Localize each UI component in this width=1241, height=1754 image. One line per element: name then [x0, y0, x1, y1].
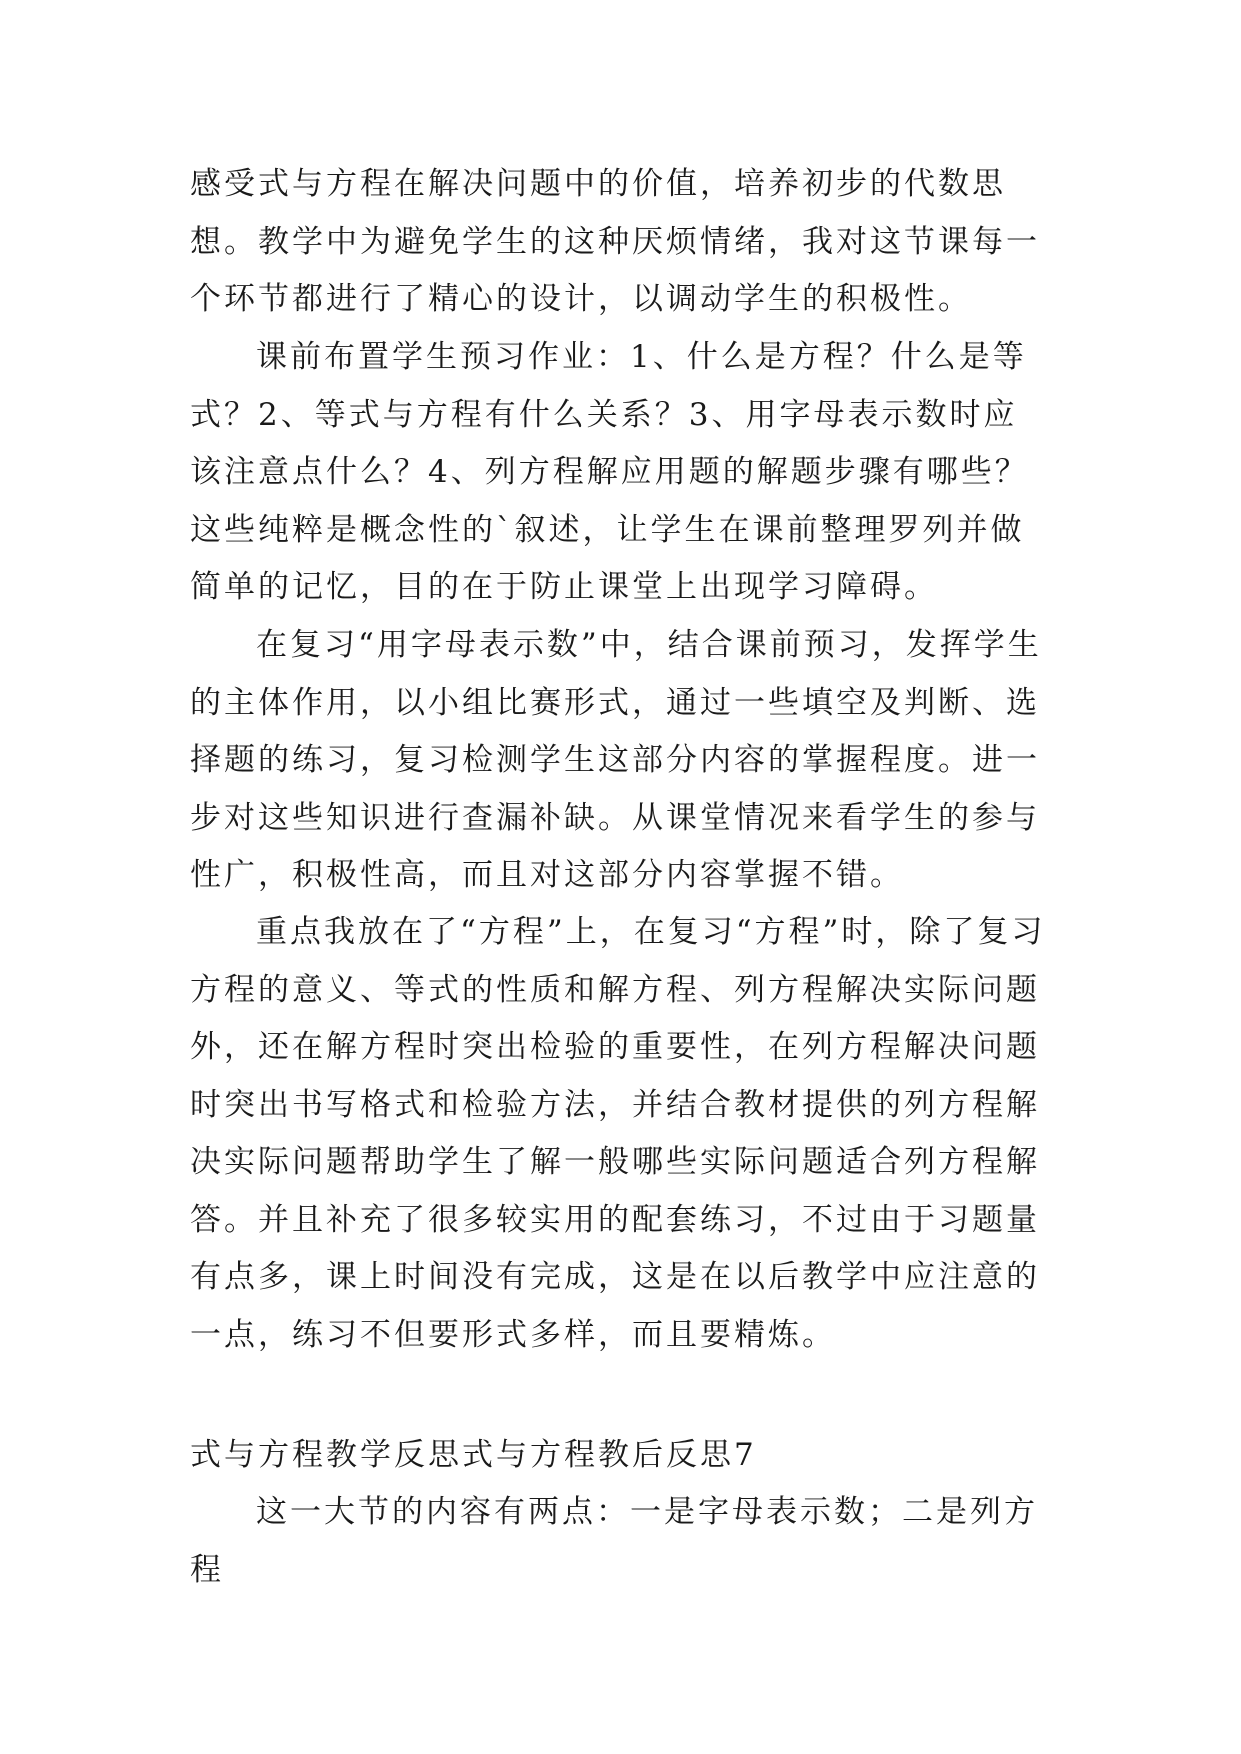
- paragraph-3: 在复习“用字母表示数”中，结合课前预习，发挥学生的主体作用，以小组比赛形式，通过一些填空及判断、选择题的练习，复习检测学生这部分内容的掌握程度。进一步对这些知识进行查漏补缺。从课堂情况来看学生的参与性广，积极性高，而且对这部分内容掌握不错。: [190, 627, 1042, 893]
- paragraph-2: 课前布置学生预习作业：1、什么是方程？什么是等式？2、等式与方程有什么关系？3、用字母表示数时应该注意点什么？4、列方程解应用题的解题步骤有哪些？这些纯粹是概念性的`叙述，让学生在课前整理罗列并做简单的记忆，目的在于防止课堂上出现学习障碍。: [190, 339, 1029, 605]
- section-intro-paragraph: 这一大节的内容有两点：一是字母表示数；二是列方程: [190, 1494, 1038, 1588]
- section-heading: 式与方程教学反思式与方程教后反思7: [190, 1437, 757, 1473]
- paragraph-1: 感受式与方程在解决问题中的价值，培养初步的代数思想。教学中为避免学生的这种厌烦情绪，我对这节课每一个环节都进行了精心的设计，以调动学生的积极性。: [190, 166, 1040, 317]
- paragraph-4: 重点我放在了“方程”上，在复习“方程”时，除了复习方程的意义、等式的性质和解方程、列方程解决实际问题外，还在解方程时突出检验的重要性，在列方程解决问题时突出书写格式和检验方法，并结合教材提供的列方程解决实际问题帮助学生了解一般哪些实际问题适合列方程解答。并且补充了很多较实用的配套练习，不过由于习题量有点多，课上时间没有完成，这是在以后教学中应注意的一点，练习不但要形式多样，而且要精炼。: [190, 914, 1046, 1353]
